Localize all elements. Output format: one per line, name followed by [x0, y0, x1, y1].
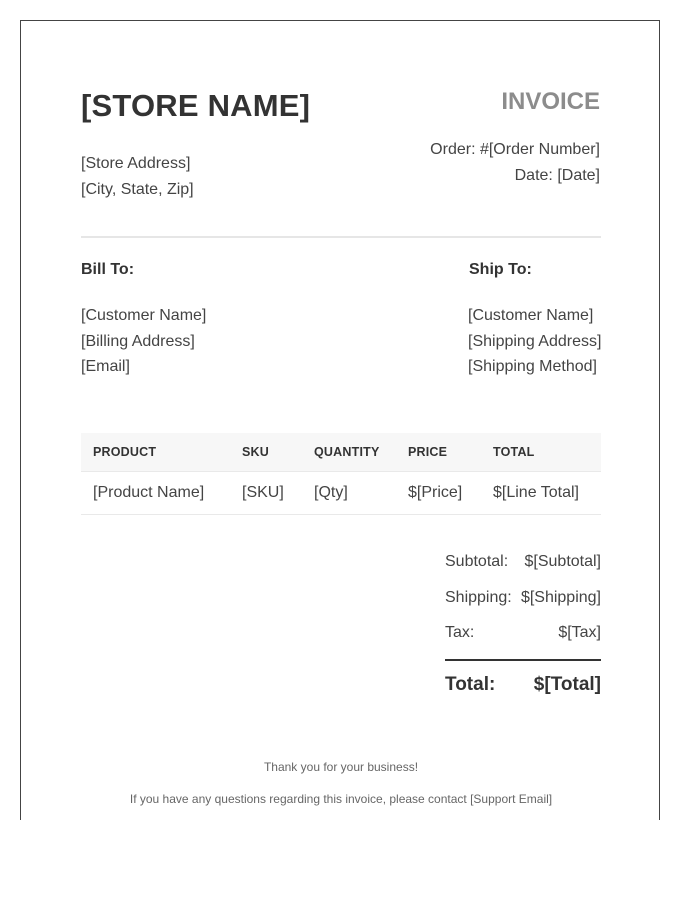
- cell-sku: [SKU]: [230, 472, 302, 515]
- footer-thanks: Thank you for your business!: [263, 760, 419, 774]
- bill-to-section: [81, 261, 206, 380]
- shipping-label: Shipping:: [445, 588, 512, 606]
- cell-price: $[Price]: [396, 472, 481, 515]
- bill-to-billing-address: [Billing Address]: [81, 332, 195, 350]
- total-label: Total:: [445, 673, 496, 695]
- table-header-row: [81, 433, 601, 472]
- bill-to-customer-name: [Customer Name]: [81, 307, 207, 324]
- shipping-row: [445, 585, 601, 621]
- invoice-title: INVOICE: [501, 88, 600, 115]
- store-name: [STORE NAME]: [81, 88, 311, 123]
- bill-to-email: [Email]: [81, 358, 130, 375]
- items-table: [81, 433, 601, 515]
- totals-section: [445, 549, 601, 696]
- column-header-product: PRODUCT: [81, 433, 230, 472]
- table-row: [81, 472, 601, 515]
- ship-to-shipping-method: [Shipping Method]: [468, 358, 597, 375]
- column-header-total: TOTAL: [481, 433, 601, 472]
- ship-to-address: [468, 303, 601, 380]
- ship-to-section: [468, 261, 601, 380]
- shipping-value: $[Shipping]: [520, 588, 601, 606]
- bill-to-heading: Bill To:: [81, 261, 135, 278]
- order-date: Date: [Date]: [514, 167, 600, 184]
- ship-to-shipping-address: [Shipping Address]: [468, 332, 602, 350]
- cell-quantity: [Qty]: [302, 472, 396, 515]
- order-info-block: [430, 137, 600, 189]
- tax-label: Tax:: [445, 624, 475, 641]
- store-address-block: [81, 151, 194, 203]
- store-address: [Store Address]: [81, 155, 191, 172]
- footer-contact: If you have any questions regarding this invoice, please contact [Support Email]: [129, 792, 553, 806]
- column-header-price: PRICE: [396, 433, 481, 472]
- totals-divider: [445, 659, 601, 661]
- column-header-sku: SKU: [230, 433, 302, 472]
- subtotal-value: $[Subtotal]: [524, 553, 601, 570]
- invoice-document: [20, 20, 660, 820]
- order-number: Order: #[Order Number]: [430, 141, 600, 158]
- total-value: $[Total]: [533, 673, 601, 695]
- grand-total-row: [445, 674, 601, 696]
- store-city-state-zip: [City, State, Zip]: [81, 181, 194, 198]
- subtotal-row: [445, 549, 601, 585]
- cell-product-name: [Product Name]: [81, 472, 230, 515]
- cell-line-total: $[Line Total]: [481, 472, 601, 515]
- header-divider: [81, 236, 601, 238]
- ship-to-customer-name: [Customer Name]: [468, 307, 594, 324]
- column-header-quantity: QUANTITY: [302, 433, 396, 472]
- tax-value: $[Tax]: [558, 624, 601, 641]
- subtotal-label: Subtotal:: [445, 553, 509, 570]
- ship-to-heading: Ship To:: [469, 261, 532, 278]
- tax-row: [445, 620, 601, 656]
- bill-to-address: [81, 303, 206, 380]
